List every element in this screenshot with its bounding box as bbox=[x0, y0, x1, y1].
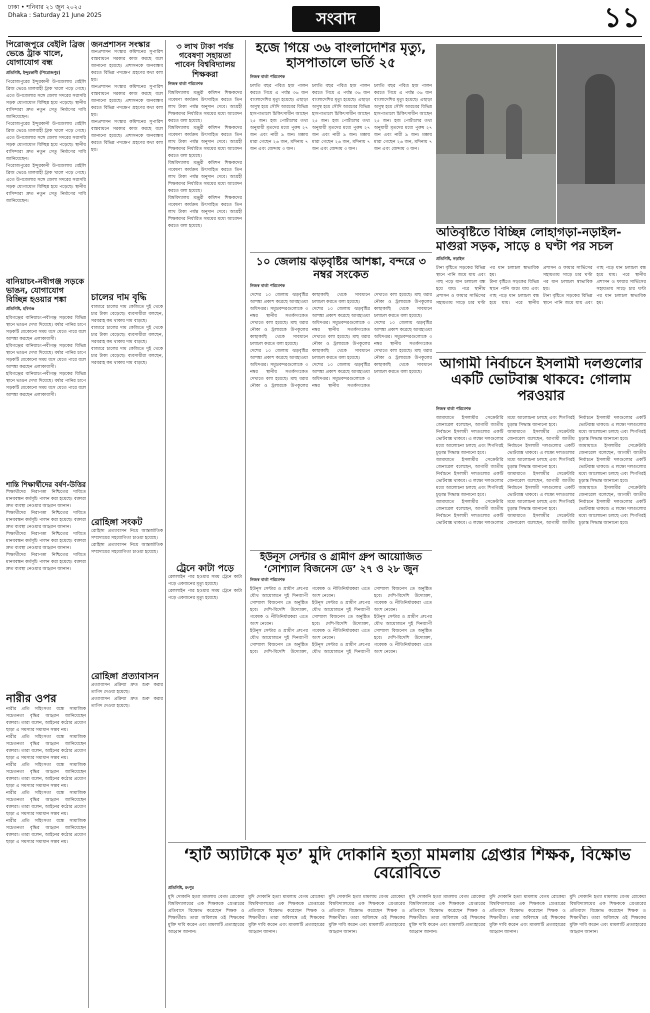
section-rule bbox=[250, 550, 432, 551]
article-body: মুদি দোকানি হত্যা মামলায় বেগম রোকেয়া বিশ্ববিদ্যালয়ের এক শিক্ষককে গ্রেপ্তারের প্রতিবাদে বিক্ষোভ করেছেন শিক্ষক ও শিক্ষার্থীরা। তারা অবিলম্বে ওই শিক্ষকের মুক্তি দাবি করেন এবং মামলাটি প্রত্যাহারের আহ্বান জানান। bbox=[489, 894, 566, 935]
photo-flooded-road bbox=[436, 44, 556, 224]
article-body: চলতি বছর পবিত্র হজ পালন করতে গিয়ে এ পর্যন্ত ৩৬ জন বাংলাদেশির মৃত্যু হয়েছে। এছাড়া অসুস্থ হয়ে সৌদি আরবের বিভিন্ন হাসপাতালে চিকিৎসাধীন আছেন ২৫ জন। হজ পোর্টালের তথ্য অনুযায়ী মৃতদের মধ্যে পুরুষ ২৭ জন এবং নারী ৯ জন। মক্কায় মারা গেছেন ২৬ জন, মদিনায় ৭ জন এবং জেদ্দায় ৩ জন। bbox=[374, 83, 432, 152]
section-rule bbox=[168, 842, 646, 843]
headline-teacher-arrest: ‘হার্ট অ্যাটাকে মৃত’ মুদি দোকানি হত্যা মামলায় গ্রেপ্তার শিক্ষক, বিক্ষোভ বেরোবিতে bbox=[183, 846, 631, 883]
article-body: প্রত্যাবাসন প্রক্রিয়া দ্রুত শুরু করার তাগিদ দেওয়া হয়েছে। bbox=[91, 683, 163, 696]
article-body: মুদি দোকানি হত্যা মামলায় বেগম রোকেয়া বিশ্ববিদ্যালয়ের এক শিক্ষককে গ্রেপ্তারের প্রতিবাদে বিক্ষোভ করেছেন শিক্ষক ও শিক্ষার্থীরা। তারা অবিলম্বে ওই শিক্ষকের মুক্তি দাবি করেন এবং মামলাটি প্রত্যাহারের আহ্বান জানান। bbox=[328, 894, 405, 935]
article-body: ইউনূস সেন্টার ও গ্রামীণ গ্রুপের যৌথ আয়োজনে দুই দিনব্যাপী সোশ্যাল বিজনেস ডে অনুষ্ঠিত হবে। দেশি-বিদেশি উদ্যোক্তা, গবেষক ও নীতিনির্ধারকরা এতে অংশ নেবেন। bbox=[374, 615, 432, 655]
newspaper-logo: সংবাদ bbox=[292, 6, 380, 32]
article-body: হবিগঞ্জের বানিয়াচং-নবীগঞ্জ সড়কের বিভিন্ন স্থানে ভাঙন দেখা দিয়েছে। বর্ষার পানির চাপে সড়কটি যেকোনো সময় ধসে যেতে পারে বলে আশঙ্কা করছেন এলাকাবাসী। bbox=[6, 372, 86, 399]
article-body: শিক্ষার্থীদের নিরাপত্তা নিশ্চিতের দাবিতে মানববন্ধন কর্মসূচি পালন করা হয়েছে। বক্তারা দ্রুত ব্যবস্থা নেওয়ার আহ্বান জানান। bbox=[6, 511, 86, 531]
article-body: টানা বৃষ্টিতে সড়কের বিভিন্ন স্থানে পানি জমে যায় এবং গাছ পড়ে যান চলাচল বন্ধ হয়ে যায়। পরে স্থানীয় প্রশাসন ও ফায়ার সার্ভিসের সহায়তায় সাড়ে চার ঘণ্টা পর যান চলাচল স্বাভাবিক হয়। bbox=[489, 265, 593, 306]
article-body: নারীর প্রতি সহিংসতা বন্ধে সামাজিক সচেতনতা বৃদ্ধির আহ্বান জানিয়েছেন বক্তারা। তারা বলেন, আইনের কঠোর প্রয়োগ ছাড়া এ সমস্যার সমাধান সম্ভব নয়। bbox=[6, 818, 86, 845]
article-body: শিক্ষার্থীদের নিরাপত্তা নিশ্চিতের দাবিতে মানববন্ধন কর্মসূচি পালন করা হয়েছে। বক্তারা দ্রুত ব্যবস্থা নেওয়ার আহ্বান জানান। bbox=[6, 553, 86, 573]
column-divider bbox=[165, 40, 166, 1008]
byline: নিজস্ব বার্তা পরিবেশক bbox=[250, 73, 285, 79]
headline-research: ৩ লাখ টাকা পর্যন্ত গবেষণা সহায়তা পাবেন বিশ্ববিদ্যালয় শিক্ষকরা bbox=[174, 42, 236, 79]
article-body: রেললাইন পার হওয়ার সময় ট্রেনে কাটা পড়ে একজনের মৃত্যু হয়েছে। bbox=[168, 575, 242, 588]
article-body: বিশ্ববিদ্যালয় মঞ্জুরী কমিশন শিক্ষকদের গবেষণা কার্যক্রম উৎসাহিত করতে তিন লাখ টাকা পর্যন্ত অনুদান দেবে। আগ্রহী শিক্ষকদের নির্ধারিত সময়ের মধ্যে আবেদন করতে বলা হয়েছে। bbox=[168, 125, 242, 159]
headline-social-business: ইউনূস সেন্টার ও গ্রামীণ গ্রুপ আয়োজিত ‘সোশ্যাল বিজনেস ডে’ ২৭ ও ২৮ জুন bbox=[259, 552, 423, 575]
story-storm bbox=[250, 256, 432, 544]
headline-rohingya: রোহিঙ্গা সংকট bbox=[91, 517, 143, 528]
article-body: নারীর প্রতি সহিংসতা বন্ধে সামাজিক সচেতনতা বৃদ্ধির আহ্বান জানিয়েছেন বক্তারা। তারা বলেন, আইনের কঠোর প্রয়োগ ছাড়া এ সমস্যার সমাধান সম্ভব নয়। bbox=[6, 790, 86, 817]
story-social-business bbox=[250, 552, 432, 838]
article-body: পিরোজপুরের ইন্দুরকানী উপজেলায় বেইলি ব্রিজ ভেঙে মালবাহী ট্রাক খালে পড়ে গেছে। এতে উপজেলার সঙ্গে জেলা সদরের সরাসরি সড়ক যোগাযোগ বিচ্ছিন্ন হয়ে পড়েছে। স্থানীয় বাসিন্দারা দ্রুত নতুন সেতু নির্মাণের দাবি জানিয়েছেন। bbox=[6, 79, 86, 120]
article-body: দেশের ১০ জেলায় ঝড়বৃষ্টির আশঙ্কা প্রকাশ করেছে আবহাওয়া অধিদপ্তর। সমুদ্রবন্দরগুলোকে ৩ নম্বর স্থানীয় সতর্কসংকেত দেখাতে বলা হয়েছে। মাছ ধরার নৌকা ও ট্রলারকে উপকূলের কাছাকাছি থেকে সাবধানে চলাচল করতে বলা হয়েছে। bbox=[312, 293, 432, 390]
article-body: ইউনূস সেন্টার ও গ্রামীণ গ্রুপের যৌথ আয়োজনে দুই দিনব্যাপী সোশ্যাল বিজনেস ডে অনুষ্ঠিত হবে। দেশি-বিদেশি উদ্যোক্তা, গবেষক ও নীতিনির্ধারকরা এতে অংশ নেবেন। bbox=[250, 587, 370, 655]
header-rule bbox=[8, 36, 642, 37]
headline-bridge: পিরোজপুরে বেইলি ব্রিজ ভেঙে ট্রাক খালে, যোগাযোগ বন্ধ bbox=[6, 40, 85, 68]
dateline: ঢাকা • শনিবার ২১ জুন ২০২৫ Dhaka : Saturday 21 June 2025 bbox=[8, 4, 102, 19]
article-body: দেশের ১০ জেলায় ঝড়বৃষ্টির আশঙ্কা প্রকাশ করেছে আবহাওয়া অধিদপ্তর। সমুদ্রবন্দরগুলোকে ৩ নম্বর স্থানীয় সতর্কসংকেত দেখাতে বলা হয়েছে। মাছ ধরার নৌকা ও ট্রলারকে উপকূলের কাছাকাছি থেকে সাবধানে চলাচল করতে বলা হয়েছে। bbox=[312, 307, 370, 362]
column-divider bbox=[88, 40, 89, 1008]
masthead bbox=[0, 0, 650, 40]
article-body: বিশ্ববিদ্যালয় মঞ্জুরী কমিশন শিক্ষকদের গবেষণা কার্যক্রম উৎসাহিত করতে তিন লাখ টাকা পর্যন্ত অনুদান দেবে। আগ্রহী শিক্ষকদের নির্ধারিত সময়ের মধ্যে আবেদন করতে বলা হয়েছে। bbox=[168, 160, 242, 194]
article-body: টানা বৃষ্টিতে সড়কের বিভিন্ন স্থানে পানি জমে যায় এবং গাছ পড়ে যান চলাচল বন্ধ হয়ে যায়। পরে স্থানীয় প্রশাসন ও ফায়ার সার্ভিসের সহায়তায় সাড়ে চার ঘণ্টা পর যান চলাচল স্বাভাবিক হয়। bbox=[436, 265, 539, 306]
article-body: জনপ্রশাসন সংস্কার কমিশনের সুপারিশ বাস্তবায়নে সরকার কাজ করছে বলে জানানো হয়েছে। প্রশাসনকে জনবান্ধব করতে বিভিন্ন পদক্ষেপ গ্রহণের কথা বলা হয়। bbox=[91, 85, 163, 119]
section-rule bbox=[436, 352, 646, 353]
article-body: ইউনূস সেন্টার ও গ্রামীণ গ্রুপের যৌথ আয়োজনে দুই দিনব্যাপী সোশ্যাল বিজনেস ডে অনুষ্ঠিত হবে। দেশি-বিদেশি উদ্যোক্তা, গবেষক ও নীতিনির্ধারকরা এতে অংশ নেবেন। bbox=[312, 601, 370, 641]
article-body: জামায়াতে ইসলামীর সেক্রেটারি জেনারেল বলেছেন, আগামী জাতীয় নির্বাচনে ইসলামী দলগুলোর একটি ভোটবাক্স থাকবে। এ লক্ষ্যে দলগুলোর মধ্যে আলোচনা চলছে এবং শিগগিরই চূড়ান্ত সিদ্ধান্ত জানানো হবে। bbox=[507, 472, 575, 513]
byline: প্রতিনিধি, রংপুর bbox=[168, 884, 194, 890]
story-election bbox=[436, 356, 646, 826]
column-divider bbox=[245, 40, 246, 840]
story-teacher-arrest bbox=[168, 846, 646, 1008]
article-body: দেশের ১০ জেলায় ঝড়বৃষ্টির আশঙ্কা প্রকাশ করেছে আবহাওয়া অধিদপ্তর। সমুদ্রবন্দরগুলোকে ৩ নম্বর স্থানীয় সতর্কসংকেত দেখাতে বলা হয়েছে। মাছ ধরার নৌকা ও ট্রলারকে উপকূলের কাছাকাছি থেকে সাবধানে চলাচল করতে বলা হয়েছে। bbox=[374, 321, 432, 376]
article-body: হবিগঞ্জের বানিয়াচং-নবীগঞ্জ সড়কের বিভিন্ন স্থানে ভাঙন দেখা দিয়েছে। বর্ষার পানির চাপে সড়কটি যেকোনো সময় ধসে যেতে পারে বলে আশঙ্কা করছেন এলাকাবাসী। bbox=[6, 344, 86, 371]
headline-rain-road: অতিবৃষ্টিতে বিচ্ছিন্ন লোহাগড়া-নড়াইল-মাগুরা সড়ক, সাড়ে ৪ ঘণ্টা পর সচল bbox=[436, 226, 622, 253]
article-body: পিরোজপুরের ইন্দুরকানী উপজেলায় বেইলি ব্রিজ ভেঙে মালবাহী ট্রাক খালে পড়ে গেছে। এতে উপজেলার সঙ্গে জেলা সদরের সরাসরি সড়ক যোগাযোগ বিচ্ছিন্ন হয়ে পড়েছে। স্থানীয় বাসিন্দারা দ্রুত নতুন সেতু নির্মাণের দাবি জানিয়েছেন। bbox=[6, 163, 86, 204]
page-number: ১১ bbox=[603, 1, 640, 34]
article-body: নারীর প্রতি সহিংসতা বন্ধে সামাজিক সচেতনতা বৃদ্ধির আহ্বান জানিয়েছেন বক্তারা। তারা বলেন, আইনের কঠোর প্রয়োগ ছাড়া এ সমস্যার সমাধান সম্ভব নয়। bbox=[6, 762, 86, 789]
byline: নিজস্ব বার্তা পরিবেশক bbox=[436, 406, 471, 412]
headline-train: ট্রেনে কাটা পড়ে bbox=[176, 563, 234, 574]
article-body: জামায়াতে ইসলামীর সেক্রেটারি জেনারেল বলেছেন, আগামী জাতীয় নির্বাচনে ইসলামী দলগুলোর একটি ভোটবাক্স থাকবে। এ লক্ষ্যে দলগুলোর মধ্যে আলোচনা চলছে এবং শিগগিরই চূড়ান্ত সিদ্ধান্ত জানানো হবে। bbox=[436, 416, 504, 457]
article-body: চলতি বছর পবিত্র হজ পালন করতে গিয়ে এ পর্যন্ত ৩৬ জন বাংলাদেশির মৃত্যু হয়েছে। এছাড়া অসুস্থ হয়ে সৌদি আরবের বিভিন্ন হাসপাতালে চিকিৎসাধীন আছেন ২৫ জন। হজ পোর্টালের তথ্য অনুযায়ী মৃতদের মধ্যে পুরুষ ২৭ জন এবং নারী ৯ জন। মক্কায় মারা গেছেন ২৬ জন, মদিনায় ৭ জন এবং জেদ্দায় ৩ জন। bbox=[250, 83, 308, 152]
article-body: বিশ্ববিদ্যালয় মঞ্জুরী কমিশন শিক্ষকদের গবেষণা কার্যক্রম উৎসাহিত করতে তিন লাখ টাকা পর্যন্ত অনুদান দেবে। আগ্রহী শিক্ষকদের নির্ধারিত সময়ের মধ্যে আবেদন করতে বলা হয়েছে। bbox=[168, 90, 242, 124]
story-hajj bbox=[250, 42, 432, 250]
byline: প্রতিনিধি, হবিগঞ্জ bbox=[6, 306, 35, 312]
article-body: বিশ্ববিদ্যালয় মঞ্জুরী কমিশন শিক্ষকদের গবেষণা কার্যক্রম উৎসাহিত করতে তিন লাখ টাকা পর্যন্ত অনুদান দেবে। আগ্রহী শিক্ষকদের নির্ধারিত সময়ের মধ্যে আবেদন করতে বলা হয়েছে। bbox=[168, 195, 242, 229]
article-body: মুদি দোকানি হত্যা মামলায় বেগম রোকেয়া বিশ্ববিদ্যালয়ের এক শিক্ষককে গ্রেপ্তারের প্রতিবাদে বিক্ষোভ করেছেন শিক্ষক ও শিক্ষার্থীরা। তারা অবিলম্বে ওই শিক্ষকের মুক্তি দাবি করেন এবং মামলাটি প্রত্যাহারের আহ্বান জানান। bbox=[168, 894, 245, 935]
article-body: প্রত্যাবাসন প্রক্রিয়া দ্রুত শুরু করার তাগিদ দেওয়া হয়েছে। bbox=[91, 697, 163, 710]
article-body: মুদি দোকানি হত্যা মামলায় বেগম রোকেয়া বিশ্ববিদ্যালয়ের এক শিক্ষককে গ্রেপ্তারের প্রতিবাদে বিক্ষোভ করেছেন শিক্ষক ও শিক্ষার্থীরা। তারা অবিলম্বে ওই শিক্ষকের মুক্তি দাবি করেন এবং মামলাটি প্রত্যাহারের আহ্বান জানান। bbox=[248, 894, 325, 935]
headline-students: শান্তি শিক্ষার্থীদের বর্ষণ-উত্তির bbox=[6, 481, 86, 490]
column-2 bbox=[91, 40, 163, 1010]
article-body: নারীর প্রতি সহিংসতা বন্ধে সামাজিক সচেতনতা বৃদ্ধির আহ্বান জানিয়েছেন বক্তারা। তারা বলেন, আইনের কঠোর প্রয়োগ ছাড়া এ সমস্যার সমাধান সম্ভব নয়। bbox=[6, 734, 86, 761]
article-body: দেশের ১০ জেলায় ঝড়বৃষ্টির আশঙ্কা প্রকাশ করেছে আবহাওয়া অধিদপ্তর। সমুদ্রবন্দরগুলোকে ৩ নম্বর স্থানীয় সতর্কসংকেত দেখাতে বলা হয়েছে। মাছ ধরার নৌকা ও ট্রলারকে উপকূলের কাছাকাছি থেকে সাবধানে চলাচল করতে বলা হয়েছে। bbox=[250, 293, 370, 390]
article-body: জনপ্রশাসন সংস্কার কমিশনের সুপারিশ বাস্তবায়নে সরকার কাজ করছে বলে জানানো হয়েছে। প্রশাসনকে জনবান্ধব করতে বিভিন্ন পদক্ষেপ গ্রহণের কথা বলা হয়। bbox=[91, 50, 163, 84]
headline-road: বানিয়াচং-নবীগঞ্জ সড়কে ভাঙন, যোগাযোগ বিচ্ছিন্ন হওয়ার শঙ্কা bbox=[6, 276, 85, 304]
article-body: বাজারে চালের দাম কেজিতে দুই থেকে চার টাকা বেড়েছে। ব্যবসায়ীরা বলছেন, সরবরাহ কম থাকায় দাম বাড়ছে। bbox=[91, 346, 163, 366]
article-body: জামায়াতে ইসলামীর সেক্রেটারি জেনারেল বলেছেন, আগামী জাতীয় নির্বাচনে ইসলামী দলগুলোর একটি ভোটবাক্স থাকবে। এ লক্ষ্যে দলগুলোর মধ্যে আলোচনা চলছে এবং শিগগিরই চূড়ান্ত সিদ্ধান্ত জানানো হবে। bbox=[578, 486, 646, 527]
article-body: মুদি দোকানি হত্যা মামলায় বেগম রোকেয়া বিশ্ববিদ্যালয়ের এক শিক্ষককে গ্রেপ্তারের প্রতিবাদে বিক্ষোভ করেছেন শিক্ষক ও শিক্ষার্থীরা। তারা অবিলম্বে ওই শিক্ষকের মুক্তি দাবি করেন এবং মামলাটি প্রত্যাহারের আহ্বান জানান। bbox=[569, 894, 646, 935]
article-body: জনপ্রশাসন সংস্কার কমিশনের সুপারিশ বাস্তবায়নে সরকার কাজ করছে বলে জানানো হয়েছে। প্রশাসনকে জনবান্ধব করতে বিভিন্ন পদক্ষেপ গ্রহণের কথা বলা হয়। bbox=[91, 120, 163, 154]
headline-repatriation: রোহিঙ্গা প্রত্যাবাসন bbox=[91, 671, 159, 682]
article-body: মুদি দোকানি হত্যা মামলায় বেগম রোকেয়া বিশ্ববিদ্যালয়ের এক শিক্ষককে গ্রেপ্তারের প্রতিবাদে বিক্ষোভ করেছেন শিক্ষক ও শিক্ষার্থীরা। তারা অবিলম্বে ওই শিক্ষকের মুক্তি দাবি করেন এবং মামলাটি প্রত্যাহারের আহ্বান জানান। bbox=[408, 894, 486, 935]
headline-hajj: হজে গিয়ে ৩৬ বাংলাদেশির মৃত্যু, হাসপাতালে ভর্তি ২৫ bbox=[255, 42, 427, 71]
headline-storm: ১০ জেলায় ঝড়বৃষ্টির আশঙ্কা, বন্দরে ৩ নম্বর সংকেত bbox=[256, 256, 426, 281]
article-body: চলতি বছর পবিত্র হজ পালন করতে গিয়ে এ পর্যন্ত ৩৬ জন বাংলাদেশির মৃত্যু হয়েছে। এছাড়া অসুস্থ হয়ে সৌদি আরবের বিভিন্ন হাসপাতালে চিকিৎসাধীন আছেন ২৫ জন। হজ পোর্টালের তথ্য অনুযায়ী মৃতদের মধ্যে পুরুষ ২৭ জন এবং নারী ৯ জন। মক্কায় মারা গেছেন ২৬ জন, মদিনায় ৭ জন এবং জেদ্দায় ৩ জন। bbox=[312, 83, 370, 152]
column-3 bbox=[168, 42, 242, 842]
headline-women: নারীর ওপর bbox=[6, 692, 57, 706]
article-body: জামায়াতে ইসলামীর সেক্রেটারি জেনারেল বলেছেন, আগামী জাতীয় নির্বাচনে ইসলামী দলগুলোর একটি ভোটবাক্স থাকবে। এ লক্ষ্যে দলগুলোর মধ্যে আলোচনা চলছে এবং শিগগিরই চূড়ান্ত সিদ্ধান্ত জানানো হবে। bbox=[436, 416, 575, 527]
byline: নিজস্ব বার্তা পরিবেশক bbox=[250, 283, 285, 289]
column-1 bbox=[6, 40, 86, 1010]
article-body: বাজারে চালের দাম কেজিতে দুই থেকে চার টাকা বেড়েছে। ব্যবসায়ীরা বলছেন, সরবরাহ কম থাকায় দাম বাড়ছে। bbox=[91, 304, 163, 324]
photo-crowd bbox=[557, 44, 645, 224]
article-body: জামায়াতে ইসলামীর সেক্রেটারি জেনারেল বলেছেন, আগামী জাতীয় নির্বাচনে ইসলামী দলগুলোর একটি ভোটবাক্স থাকবে। এ লক্ষ্যে দলগুলোর মধ্যে আলোচনা চলছে এবং শিগগিরই চূড়ান্ত সিদ্ধান্ত জানানো হবে। bbox=[436, 458, 504, 499]
article-body: শিক্ষার্থীদের নিরাপত্তা নিশ্চিতের দাবিতে মানববন্ধন কর্মসূচি পালন করা হয়েছে। বক্তারা দ্রুত ব্যবস্থা নেওয়ার আহ্বান জানান। bbox=[6, 490, 86, 510]
article-body: জামায়াতে ইসলামীর সেক্রেটারি জেনারেল বলেছেন, আগামী জাতীয় নির্বাচনে ইসলামী দলগুলোর একটি ভোটবাক্স থাকবে। এ লক্ষ্যে দলগুলোর মধ্যে আলোচনা চলছে এবং শিগগিরই চূড়ান্ত সিদ্ধান্ত জানানো হবে। bbox=[507, 430, 575, 471]
byline: প্রতিনিধি, নড়াইল bbox=[436, 255, 465, 261]
byline: প্রতিনিধি, ইন্দুরকানী (পিরোজপুর) bbox=[6, 69, 61, 75]
article-body: রেললাইন পার হওয়ার সময় ট্রেনে কাটা পড়ে একজনের মৃত্যু হয়েছে। bbox=[168, 589, 242, 602]
article-body: জামায়াতে ইসলামীর সেক্রেটারি জেনারেল বলেছেন, আগামী জাতীয় নির্বাচনে ইসলামী দলগুলোর একটি ভোটবাক্স থাকবে। এ লক্ষ্যে দলগুলোর মধ্যে আলোচনা চলছে এবং শিগগিরই চূড়ান্ত সিদ্ধান্ত জানানো হবে। bbox=[507, 416, 646, 527]
headline-admin: জনপ্রশাসন সংস্কার bbox=[91, 40, 151, 49]
article-body: বাজারে চালের দাম কেজিতে দুই থেকে চার টাকা বেড়েছে। ব্যবসায়ীরা বলছেন, সরবরাহ কম থাকায় দাম বাড়ছে। bbox=[91, 325, 163, 345]
section-rule bbox=[250, 252, 432, 253]
article-body: ইউনূস সেন্টার ও গ্রামীণ গ্রুপের যৌথ আয়োজনে দুই দিনব্যাপী সোশ্যাল বিজনেস ডে অনুষ্ঠিত হবে। দেশি-বিদেশি উদ্যোক্তা, গবেষক ও নীতিনির্ধারকরা এতে অংশ নেবেন। bbox=[312, 587, 432, 655]
article-body: জামায়াতে ইসলামীর সেক্রেটারি জেনারেল বলেছেন, আগামী জাতীয় নির্বাচনে ইসলামী দলগুলোর একটি ভোটবাক্স থাকবে। এ লক্ষ্যে দলগুলোর মধ্যে আলোচনা চলছে এবং শিগগিরই চূড়ান্ত সিদ্ধান্ত জানানো হবে। bbox=[578, 444, 646, 485]
byline: নিজস্ব বার্তা পরিবেশক bbox=[168, 80, 203, 86]
article-body: রোহিঙ্গা প্রত্যাবাসন নিয়ে আন্তর্জাতিক সম্প্রদায়ের সহযোগিতা চাওয়া হয়েছে। bbox=[91, 528, 163, 541]
article-body: পিরোজপুরের ইন্দুরকানী উপজেলায় বেইলি ব্রিজ ভেঙে মালবাহী ট্রাক খালে পড়ে গেছে। এতে উপজেলার সঙ্গে জেলা সদরের সরাসরি সড়ক যোগাযোগ বিচ্ছিন্ন হয়ে পড়েছে। স্থানীয় বাসিন্দারা দ্রুত নতুন সেতু নির্মাণের দাবি জানিয়েছেন। bbox=[6, 121, 86, 162]
article-body: ইউনূস সেন্টার ও গ্রামীণ গ্রুপের যৌথ আয়োজনে দুই দিনব্যাপী সোশ্যাল বিজনেস ডে অনুষ্ঠিত হবে। দেশি-বিদেশি উদ্যোক্তা, গবেষক ও নীতিনির্ধারকরা এতে অংশ নেবেন। bbox=[250, 587, 308, 627]
article-body: দেশের ১০ জেলায় ঝড়বৃষ্টির আশঙ্কা প্রকাশ করেছে আবহাওয়া অধিদপ্তর। সমুদ্রবন্দরগুলোকে ৩ নম্বর স্থানীয় সতর্কসংকেত দেখাতে বলা হয়েছে। মাছ ধরার নৌকা ও ট্রলারকে উপকূলের কাছাকাছি থেকে সাবধানে চলাচল করতে বলা হয়েছে। bbox=[250, 293, 308, 348]
article-body: হবিগঞ্জের বানিয়াচং-নবীগঞ্জ সড়কের বিভিন্ন স্থানে ভাঙন দেখা দিয়েছে। বর্ষার পানির চাপে সড়কটি যেকোনো সময় ধসে যেতে পারে বলে আশঙ্কা করছেন এলাকাবাসী। bbox=[6, 316, 86, 343]
headline-rice: চালের দাম বৃদ্ধি bbox=[91, 293, 147, 304]
byline: নিজস্ব বার্তা পরিবেশক bbox=[250, 577, 285, 582]
article-body: টানা বৃষ্টিতে সড়কের বিভিন্ন স্থানে পানি জমে যায় এবং গাছ পড়ে যান চলাচল বন্ধ হয়ে যায়। পরে স্থানীয় প্রশাসন ও ফায়ার সার্ভিসের সহায়তায় সাড়ে চার ঘণ্টা পর যান চলাচল স্বাভাবিক হয়। bbox=[543, 265, 646, 306]
article-body: রোহিঙ্গা প্রত্যাবাসন নিয়ে আন্তর্জাতিক সম্প্রদায়ের সহযোগিতা চাওয়া হয়েছে। bbox=[91, 542, 163, 555]
article-body: নারীর প্রতি সহিংসতা বন্ধে সামাজিক সচেতনতা বৃদ্ধির আহ্বান জানিয়েছেন বক্তারা। তারা বলেন, আইনের কঠোর প্রয়োগ ছাড়া এ সমস্যার সমাধান সম্ভব নয়। bbox=[6, 706, 86, 733]
article-body: শিক্ষার্থীদের নিরাপত্তা নিশ্চিতের দাবিতে মানববন্ধন কর্মসূচি পালন করা হয়েছে। বক্তারা দ্রুত ব্যবস্থা নেওয়ার আহ্বান জানান। bbox=[6, 532, 86, 552]
headline-election: আগামী নির্বাচনে ইসলামী দলগুলোর একটি ভোটবাক্স থাকবে: গোলাম পরওয়ার bbox=[439, 356, 643, 405]
